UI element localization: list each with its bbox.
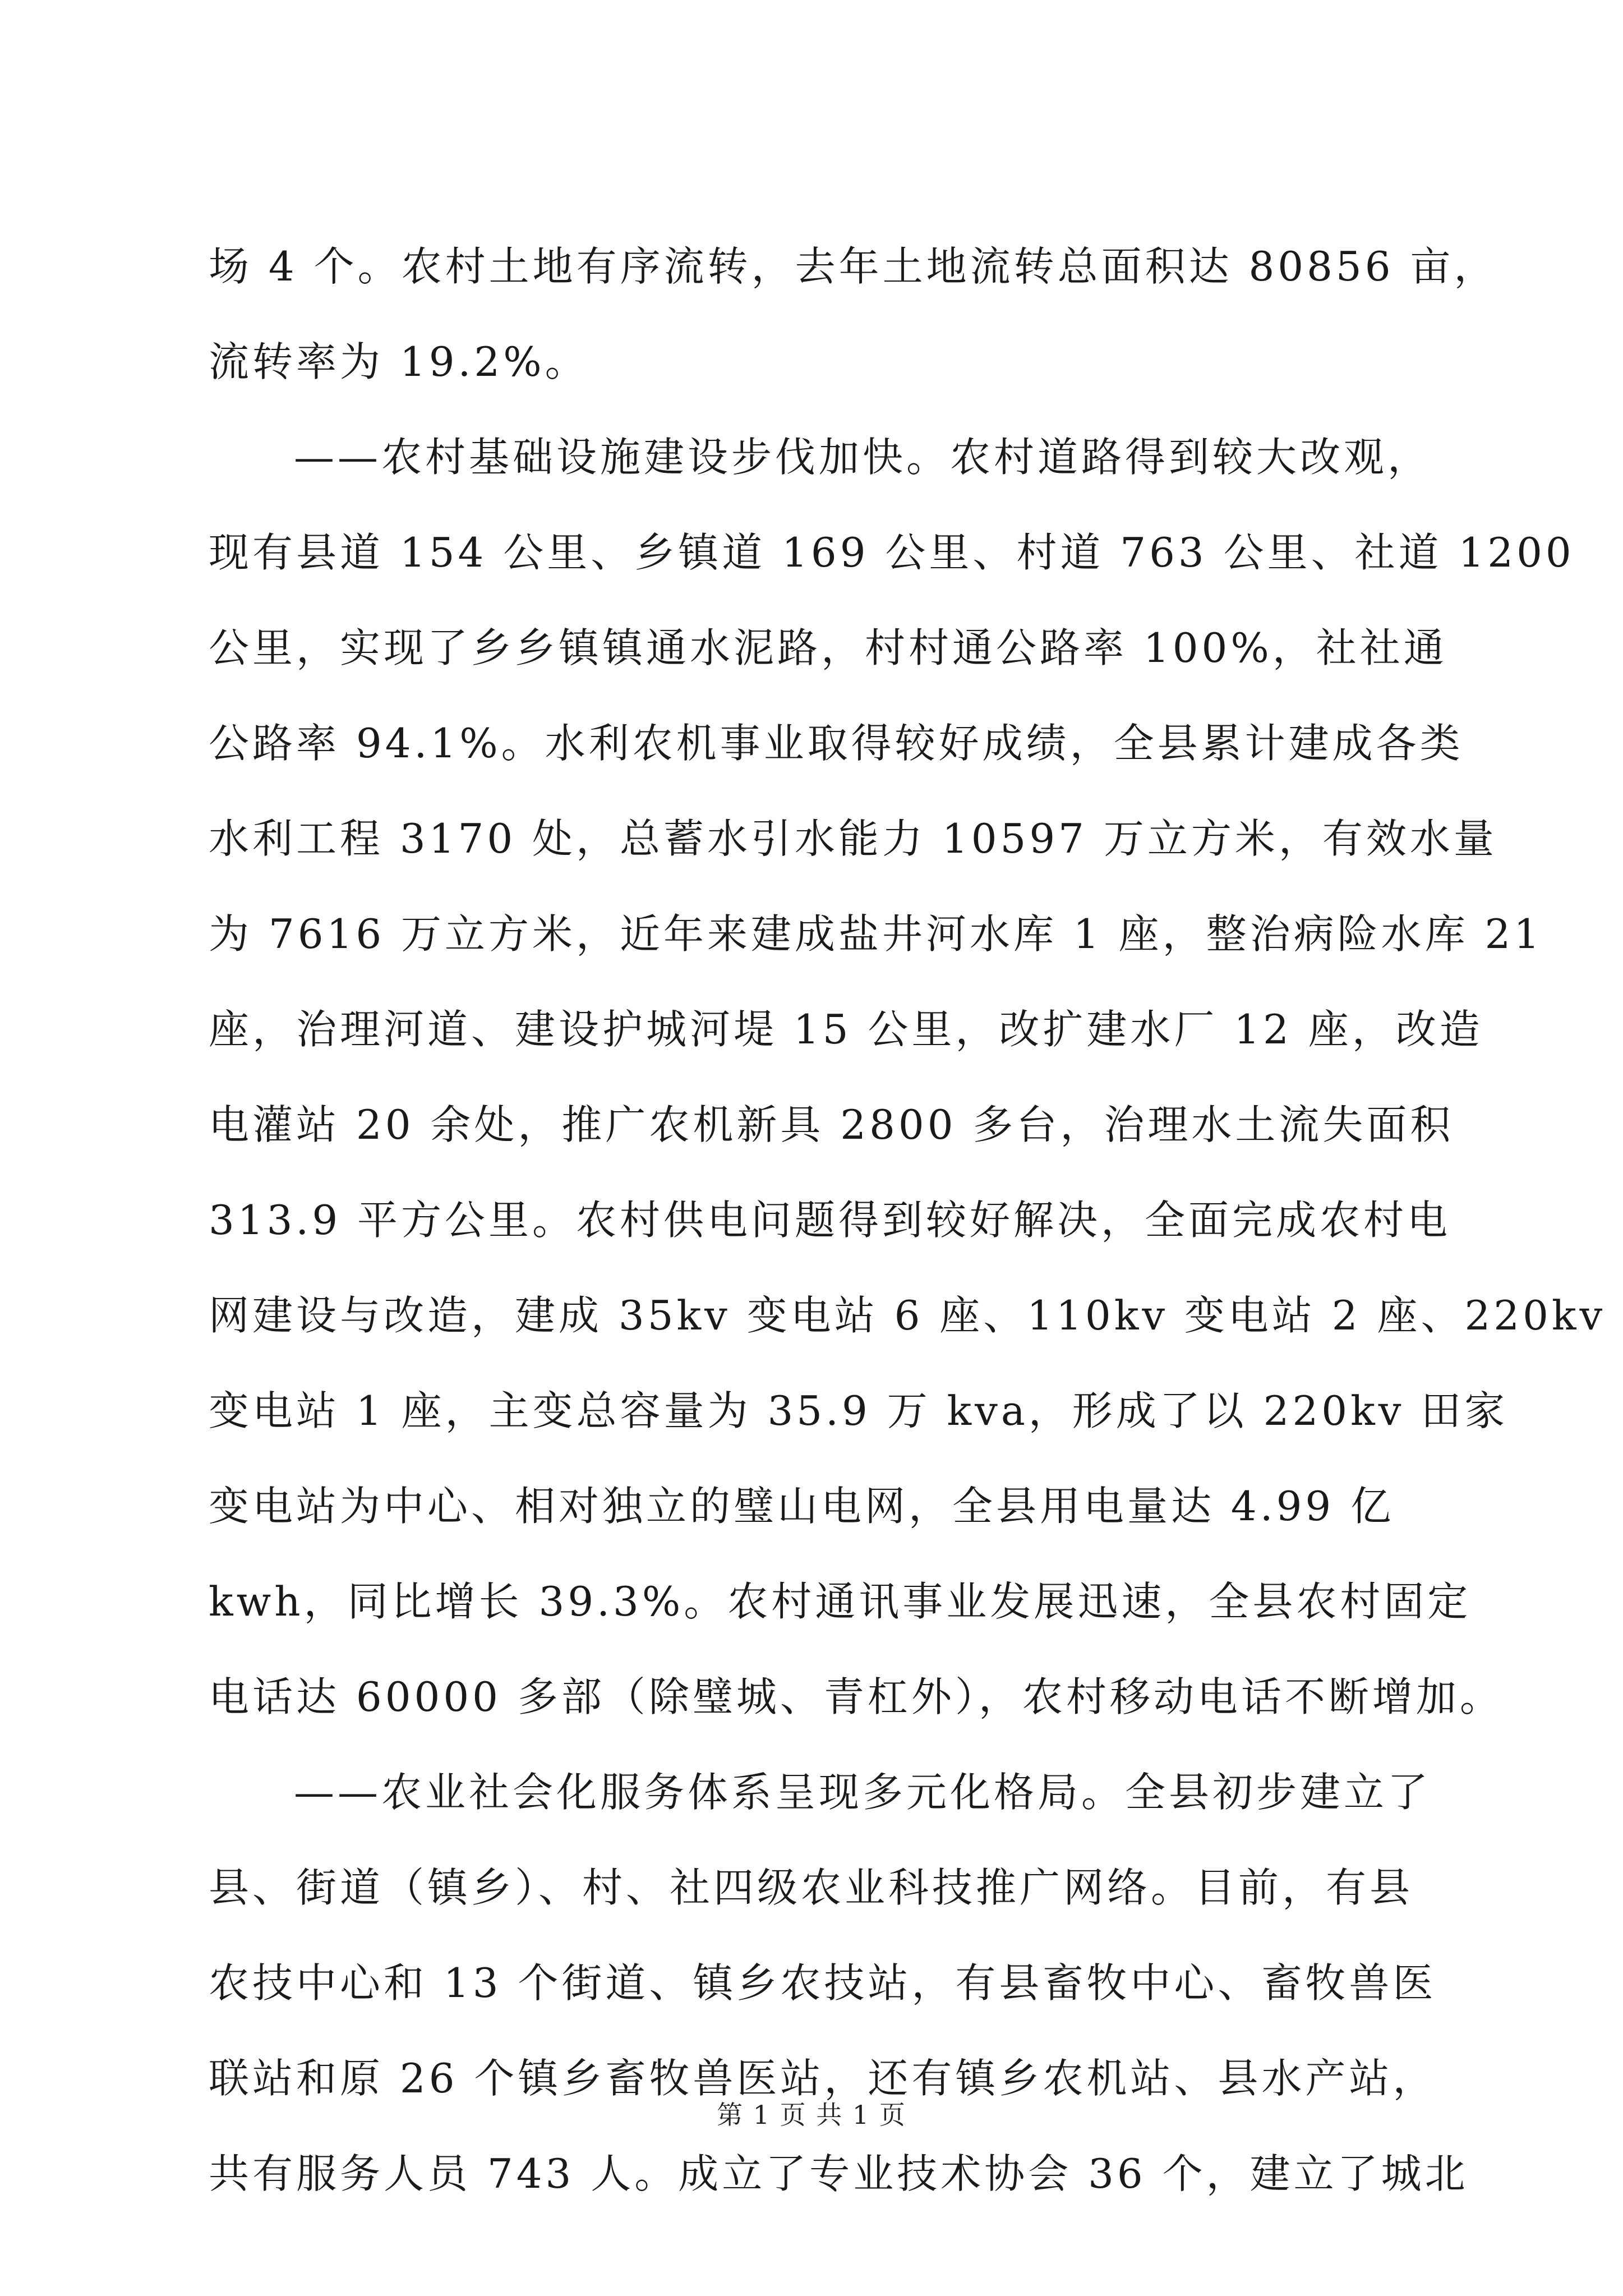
text-line: 场 4 个。农村土地有序流转，去年土地流转总面积达 80856 亩， xyxy=(209,243,1498,290)
text-line: 变电站 1 座，主变总容量为 35.9 万 kva，形成了以 220kv 田家 xyxy=(209,1387,1509,1434)
text-line: 共有服务人员 743 人。成立了专业技术协会 36 个，建立了城北 xyxy=(209,2150,1469,2197)
text-line: 公里，实现了乡乡镇镇通水泥路，村村通公路率 100%，社社通 xyxy=(209,624,1447,671)
text-line: 水利工程 3170 处，总蓄水引水能力 10597 万立方米，有效水量 xyxy=(209,815,1497,862)
text-line: 座，治理河道、建设护城河堤 15 公里，改扩建水厂 12 座，改造 xyxy=(209,1006,1483,1053)
text-line: 变电站为中心、相对独立的璧山电网，全县用电量达 4.99 亿 xyxy=(209,1483,1395,1530)
page-footer: 第 1 页 共 1 页 xyxy=(717,2100,906,2130)
text-line: kwh，同比增长 39.3%。农村通讯事业发展迅速，全县农村固定 xyxy=(209,1578,1472,1625)
text-line: 电话达 60000 多部（除璧城、青杠外），农村移动电话不断增加。 xyxy=(209,1673,1504,1720)
text-line: 电灌站 20 余处，推广农机新具 2800 多台，治理水土流失面积 xyxy=(209,1101,1454,1148)
text-line: 313.9 平方公里。农村供电问题得到较好解决，全面完成农村电 xyxy=(209,1197,1451,1244)
text-line: 现有县道 154 公里、乡镇道 169 公里、村道 763 公里、社道 1200 xyxy=(209,529,1575,576)
text-line: ——农业社会化服务体系呈现多元化格局。全县初步建立了 xyxy=(294,1769,1432,1816)
text-line: 为 7616 万立方米，近年来建成盐井河水库 1 座，整治病险水库 21 xyxy=(209,910,1543,958)
text-line: 公路率 94.1%。水利农机事业取得较好成绩，全县累计建成各类 xyxy=(209,720,1464,767)
text-line: 网建设与改造，建成 35kv 变电站 6 座、110kv 变电站 2 座、220kv xyxy=(209,1292,1606,1339)
text-line: ——农村基础设施建设步伐加快。农村道路得到较大改观， xyxy=(294,434,1432,481)
text-line: 县、街道（镇乡）、村、社四级农业科技推广网络。目前，有县 xyxy=(209,1864,1414,1911)
document-body xyxy=(209,219,1606,2221)
text-line: 农技中心和 13 个街道、镇乡农技站，有县畜牧中心、畜牧兽医 xyxy=(209,1959,1437,2007)
text-line: 联站和原 26 个镇乡畜牧兽医站，还有镇乡农机站、县水产站， xyxy=(209,2055,1437,2102)
text-line: 流转率为 19.2%。 xyxy=(209,338,589,385)
